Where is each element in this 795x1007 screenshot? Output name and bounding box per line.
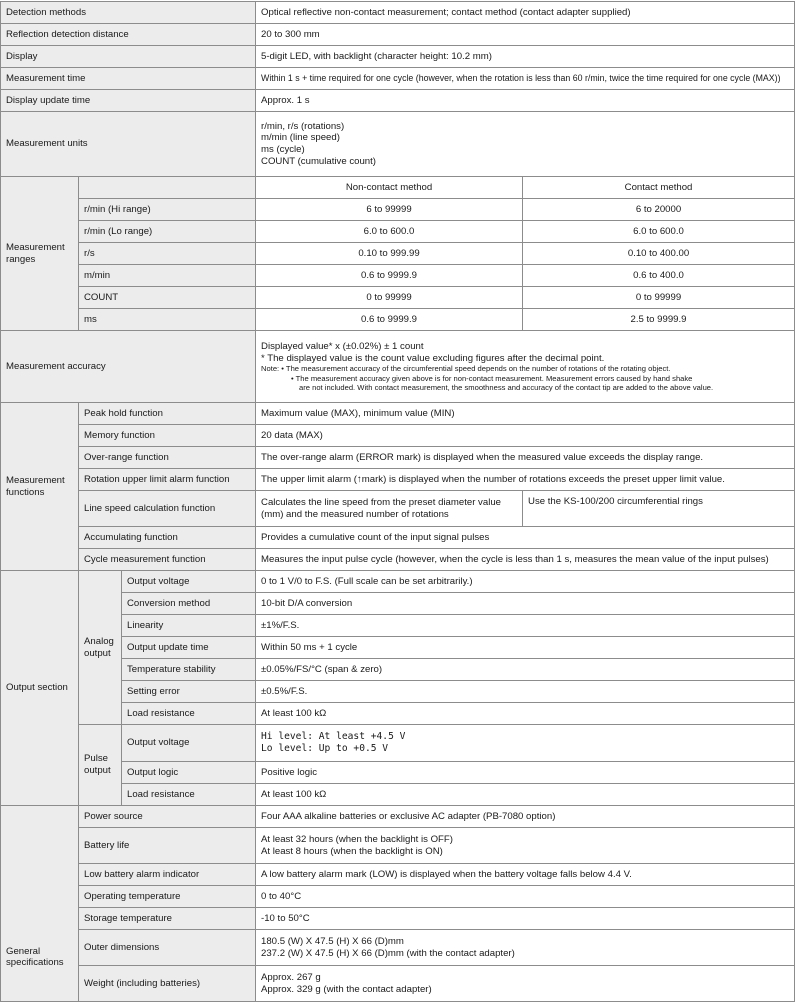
output-param-label: Output voltage (122, 571, 256, 593)
range-contact: 0.6 to 400.0 (523, 265, 795, 287)
note-text: • The measurement accuracy of the circumferential speed depends on the number of rotations of the rotating object. (281, 364, 671, 374)
function-value: Calculates the line speed from the preset diameter value (mm) and the measured number of rotations (256, 491, 523, 527)
pulse-voltage-value (256, 725, 795, 762)
row-measurement-time (1, 68, 795, 90)
range-noncontact: 0 to 99999 (256, 287, 523, 309)
output-param-value: ±1%/F.S. (256, 615, 795, 637)
range-label: m/min (79, 265, 256, 287)
function-label: Cycle measurement function (79, 549, 256, 571)
row-measurement-units (1, 112, 795, 177)
range-label: COUNT (79, 287, 256, 309)
analog-output-label: Analog output (79, 571, 122, 725)
accuracy-value (256, 331, 795, 403)
range-label: ms (79, 309, 256, 331)
function-value: The upper limit alarm (↑mark) is displayed when the number of rotations exceeds the preset upper limit value. (256, 469, 795, 491)
output-param-value: At least 100 kΩ (256, 784, 795, 806)
general-value (256, 966, 795, 1002)
range-contact: 0.10 to 400.00 (523, 243, 795, 265)
functions-section-label: Measurement functions (1, 403, 79, 571)
ranges-section-label: Measurement ranges (1, 177, 79, 331)
dimension-line: 237.2 (W) X 47.5 (H) X 66 (D)mm (with the contact adapter) (261, 947, 515, 959)
output-row (1, 725, 795, 762)
col-header-noncontact: Non-contact method (256, 177, 523, 199)
accuracy-note-2: • The measurement accuracy given above is for non-contact measurement. Measurement errors caused by hand shake (291, 373, 693, 383)
range-row (1, 221, 795, 243)
output-param-label: Output update time (122, 637, 256, 659)
general-value (256, 828, 795, 864)
range-row (1, 309, 795, 331)
specifications-table (0, 1, 795, 1002)
unit-line: ms (cycle) (261, 144, 305, 155)
output-section-label: Output section (1, 571, 79, 806)
general-label: Low battery alarm indicator (79, 864, 256, 886)
param-value (256, 112, 795, 177)
general-label: Storage temperature (79, 908, 256, 930)
range-noncontact: 6 to 99999 (256, 199, 523, 221)
function-value: 20 data (MAX) (256, 425, 795, 447)
range-label: r/min (Lo range) (79, 221, 256, 243)
param-value: 20 to 300 mm (256, 24, 795, 46)
param-label: Measurement time (1, 68, 256, 90)
function-label: Rotation upper limit alarm function (79, 469, 256, 491)
general-value (256, 930, 795, 966)
output-param-value: ±0.05%/FS/°C (span & zero) (256, 659, 795, 681)
function-row (1, 447, 795, 469)
output-param-label: Load resistance (122, 703, 256, 725)
range-noncontact: 0.6 to 9999.9 (256, 265, 523, 287)
function-row (1, 527, 795, 549)
range-row (1, 243, 795, 265)
general-label: Outer dimensions (79, 930, 256, 966)
param-label: Measurement units (1, 112, 256, 177)
function-row (1, 425, 795, 447)
function-label: Line speed calculation function (79, 491, 256, 527)
range-label: r/min (Hi range) (79, 199, 256, 221)
general-value: -10 to 50°C (256, 908, 795, 930)
function-value: The over-range alarm (ERROR mark) is displayed when the measured value exceeds the display range. (256, 447, 795, 469)
range-row (1, 199, 795, 221)
output-param-label: Temperature stability (122, 659, 256, 681)
function-value-contact: Use the KS-100/200 circumferential rings (523, 491, 795, 527)
function-value: Measures the input pulse cycle (however, when the cycle is less than 1 s, measures the mean value of the input pulses) (256, 549, 795, 571)
param-value: Within 1 s + time required for one cycle (however, when the rotation is less than 60 r/min, twice the time required for one cycle (MAX)) (256, 68, 795, 90)
general-value: 0 to 40°C (256, 886, 795, 908)
range-row (1, 287, 795, 309)
range-noncontact: 0.10 to 999.99 (256, 243, 523, 265)
weight-line: Approx. 267 g (261, 971, 321, 983)
output-param-label: Conversion method (122, 593, 256, 615)
general-label: Power source (79, 806, 256, 828)
unit-line: COUNT (cumulative count) (261, 155, 376, 167)
general-label: Operating temperature (79, 886, 256, 908)
general-row (1, 930, 795, 966)
function-label: Memory function (79, 425, 256, 447)
output-param-value: Within 50 ms + 1 cycle (256, 637, 795, 659)
output-param-label: Output voltage (122, 725, 256, 762)
output-param-label: Load resistance (122, 784, 256, 806)
pulse-voltage-hi: Hi level: At least +4.5 V (261, 731, 406, 743)
row-display-update-time (1, 90, 795, 112)
output-param-value: At least 100 kΩ (256, 703, 795, 725)
function-row (1, 469, 795, 491)
param-value: 5-digit LED, with backlight (character height: 10.2 mm) (256, 46, 795, 68)
function-row (1, 491, 795, 527)
param-value: Approx. 1 s (256, 90, 795, 112)
output-row (1, 571, 795, 593)
general-section-label: General specifications (1, 806, 79, 1002)
range-contact: 2.5 to 9999.9 (523, 309, 795, 331)
param-label: Display update time (1, 90, 256, 112)
function-label: Peak hold function (79, 403, 256, 425)
function-value: Provides a cumulative count of the input signal pulses (256, 527, 795, 549)
general-row (1, 864, 795, 886)
row-detection-methods (1, 2, 795, 24)
general-value: A low battery alarm mark (LOW) is displayed when the battery voltage falls below 4.4 V. (256, 864, 795, 886)
pulse-output-label: Pulse output (79, 725, 122, 806)
output-param-label: Linearity (122, 615, 256, 637)
range-noncontact: 6.0 to 600.0 (256, 221, 523, 243)
function-label: Accumulating function (79, 527, 256, 549)
general-value: Four AAA alkaline batteries or exclusive AC adapter (PB-7080 option) (256, 806, 795, 828)
row-display (1, 46, 795, 68)
general-row (1, 886, 795, 908)
output-param-value: ±0.5%/F.S. (256, 681, 795, 703)
general-label: Battery life (79, 828, 256, 864)
dimension-line: 180.5 (W) X 47.5 (H) X 66 (D)mm (261, 935, 404, 947)
output-param-value: 0 to 1 V/0 to F.S. (Full scale can be set arbitrarily.) (256, 571, 795, 593)
ranges-header-row (1, 177, 795, 199)
note-label: Note: (261, 364, 280, 374)
range-contact: 6 to 20000 (523, 199, 795, 221)
unit-line: m/min (line speed) (261, 132, 340, 144)
param-label: Detection methods (1, 2, 256, 24)
general-row (1, 828, 795, 864)
function-row (1, 549, 795, 571)
col-header-contact: Contact method (523, 177, 795, 199)
range-noncontact: 0.6 to 9999.9 (256, 309, 523, 331)
param-label: Reflection detection distance (1, 24, 256, 46)
pulse-voltage-lo: Lo level: Up to +0.5 V (261, 743, 389, 754)
general-row (1, 908, 795, 930)
output-param-label: Setting error (122, 681, 256, 703)
battery-line: At least 32 hours (when the backlight is OFF) (261, 833, 453, 845)
accuracy-line: Displayed value* x (±0.02%) ± 1 count (261, 340, 424, 352)
row-reflection-distance (1, 24, 795, 46)
param-label: Measurement accuracy (1, 331, 256, 403)
output-param-value: Positive logic (256, 762, 795, 784)
accuracy-note-3: are not included. With contact measurement, the smoothness and accuracy of the contact tip are added to the above value. (299, 382, 714, 392)
weight-line: Approx. 329 g (with the contact adapter) (261, 983, 432, 995)
general-label: Weight (including batteries) (79, 966, 256, 1002)
range-row (1, 265, 795, 287)
general-row (1, 806, 795, 828)
range-contact: 6.0 to 600.0 (523, 221, 795, 243)
unit-line: r/min, r/s (rotations) (261, 120, 345, 132)
param-value: Optical reflective non-contact measurement; contact method (contact adapter supplied) (256, 2, 795, 24)
row-measurement-accuracy (1, 331, 795, 403)
output-param-value: 10-bit D/A conversion (256, 593, 795, 615)
range-contact: 0 to 99999 (523, 287, 795, 309)
function-label: Over-range function (79, 447, 256, 469)
range-label: r/s (79, 243, 256, 265)
accuracy-note-1 (261, 364, 789, 373)
accuracy-footnote: * The displayed value is the count value excluding figures after the decimal point. (261, 352, 605, 364)
battery-line: At least 8 hours (when the backlight is ON) (261, 845, 443, 857)
param-label: Display (1, 46, 256, 68)
ranges-header-blank (79, 177, 256, 199)
function-row (1, 403, 795, 425)
function-value: Maximum value (MAX), minimum value (MIN) (256, 403, 795, 425)
general-row (1, 966, 795, 1002)
output-param-label: Output logic (122, 762, 256, 784)
